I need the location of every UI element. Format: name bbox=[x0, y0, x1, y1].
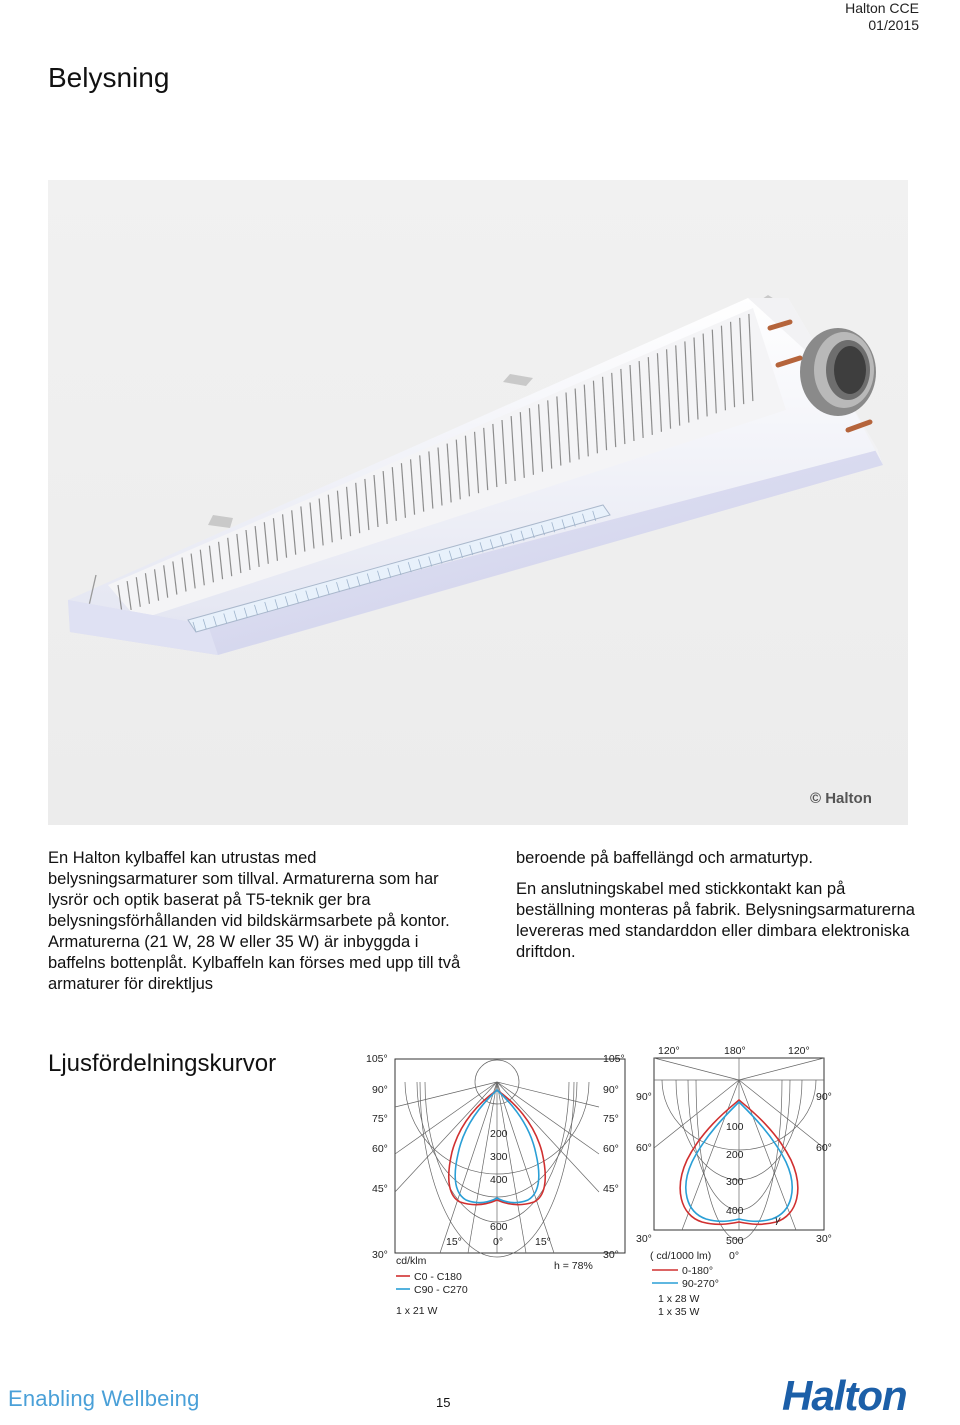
intro-paragraph-3: En anslutningskabel med stickkontakt kan på beställning monteras på fabrik. Belysningsarmaturerna levereras med standarddon eller dimbara elektroniska driftdon. bbox=[516, 880, 915, 961]
legend-c90: C90 - C270 bbox=[414, 1284, 468, 1296]
angle-right-45: 45° bbox=[603, 1183, 619, 1195]
lamp-rating: 1 x 21 W bbox=[396, 1305, 438, 1317]
intro-column-2 bbox=[516, 848, 926, 973]
page-title: Belysning bbox=[48, 62, 170, 93]
lamp-rating-28w: 1 x 28 W bbox=[658, 1293, 700, 1305]
angle-left-75: 75° bbox=[372, 1113, 388, 1125]
angle-right-30: 30° bbox=[816, 1233, 832, 1245]
intro-paragraph-2: beroende på baffellängd och armaturtyp. bbox=[516, 849, 813, 867]
product-photo bbox=[48, 180, 908, 825]
radial-300: 300 bbox=[726, 1176, 744, 1188]
angle-right-90: 90° bbox=[603, 1084, 619, 1096]
page-number: 15 bbox=[436, 1395, 451, 1410]
radial-200: 200 bbox=[490, 1128, 508, 1140]
angle-right-75: 75° bbox=[603, 1113, 619, 1125]
radial-100: 100 bbox=[726, 1121, 744, 1133]
gamma-label: γ bbox=[775, 1214, 781, 1226]
angle-left-90: 90° bbox=[372, 1084, 388, 1096]
angle-bottom-15-left: 15° bbox=[446, 1236, 462, 1248]
angle-right-90: 90° bbox=[816, 1091, 832, 1103]
angle-left-45: 45° bbox=[372, 1183, 388, 1195]
efficiency: h = 78% bbox=[554, 1260, 593, 1272]
light-distribution-diagram-28-35w bbox=[632, 1040, 840, 1330]
angle-right-60: 60° bbox=[603, 1143, 619, 1155]
angle-bottom-0: 0° bbox=[729, 1250, 740, 1262]
intro-paragraph-1: En Halton kylbaffel kan utrustas med belysningsarmaturer som tillval. Armaturerna som har lysrör och optik baserat på T5-teknik ger bra belysningsförhållanden vid bildskärmsarbete på kontor. Armaturerna (21 W, 28 W eller 35 W) är inbyggda i baffelns bottenplåt. Kylbaffeln kan förses med upp till två armaturer för direktljus bbox=[48, 849, 461, 993]
angle-left-90: 90° bbox=[636, 1091, 652, 1103]
radial-400: 400 bbox=[490, 1174, 508, 1186]
radial-300: 300 bbox=[490, 1151, 508, 1163]
header-date: 01/2015 bbox=[868, 17, 919, 33]
radial-500: 500 bbox=[726, 1235, 744, 1247]
legend-0-180: 0-180° bbox=[682, 1265, 714, 1277]
angle-top-120-right: 120° bbox=[788, 1045, 810, 1057]
light-distribution-diagram-21w bbox=[360, 1042, 632, 1332]
angle-left-30: 30° bbox=[636, 1233, 652, 1245]
angle-top-180: 180° bbox=[724, 1045, 746, 1057]
photo-watermark: © Halton bbox=[810, 790, 872, 807]
angle-left-105: 105° bbox=[366, 1053, 388, 1065]
section-title: Ljusfördelningskurvor bbox=[48, 1050, 277, 1077]
chilled-beam-illustration bbox=[48, 180, 908, 825]
legend-90-270: 90-270° bbox=[682, 1278, 719, 1290]
intro-column-1 bbox=[48, 848, 468, 995]
angle-top-120-left: 120° bbox=[658, 1045, 680, 1057]
halton-logo: Halton bbox=[782, 1372, 907, 1419]
lamp-rating-35w: 1 x 35 W bbox=[658, 1306, 700, 1318]
angle-bottom-0: 0° bbox=[493, 1236, 504, 1248]
angle-left-60: 60° bbox=[372, 1143, 388, 1155]
angle-bottom-15-right: 15° bbox=[535, 1236, 551, 1248]
radial-200: 200 bbox=[726, 1149, 744, 1161]
angle-right-105: 105° bbox=[603, 1053, 625, 1065]
radial-400: 400 bbox=[726, 1205, 744, 1217]
angle-right-30: 30° bbox=[603, 1249, 619, 1261]
angle-right-60: 60° bbox=[816, 1142, 832, 1154]
unit-label: ( cd/1000 lm) bbox=[650, 1250, 712, 1262]
legend-c0: C0 - C180 bbox=[414, 1271, 462, 1283]
radial-600: 600 bbox=[490, 1221, 508, 1233]
footer-tagline: Enabling Wellbeing bbox=[8, 1386, 200, 1411]
unit-label-visible: cd/klm bbox=[396, 1255, 427, 1267]
angle-left-60: 60° bbox=[636, 1142, 652, 1154]
header-brand: Halton CCE bbox=[845, 0, 919, 16]
angle-left-30: 30° bbox=[372, 1249, 388, 1261]
document-header bbox=[845, 0, 919, 34]
